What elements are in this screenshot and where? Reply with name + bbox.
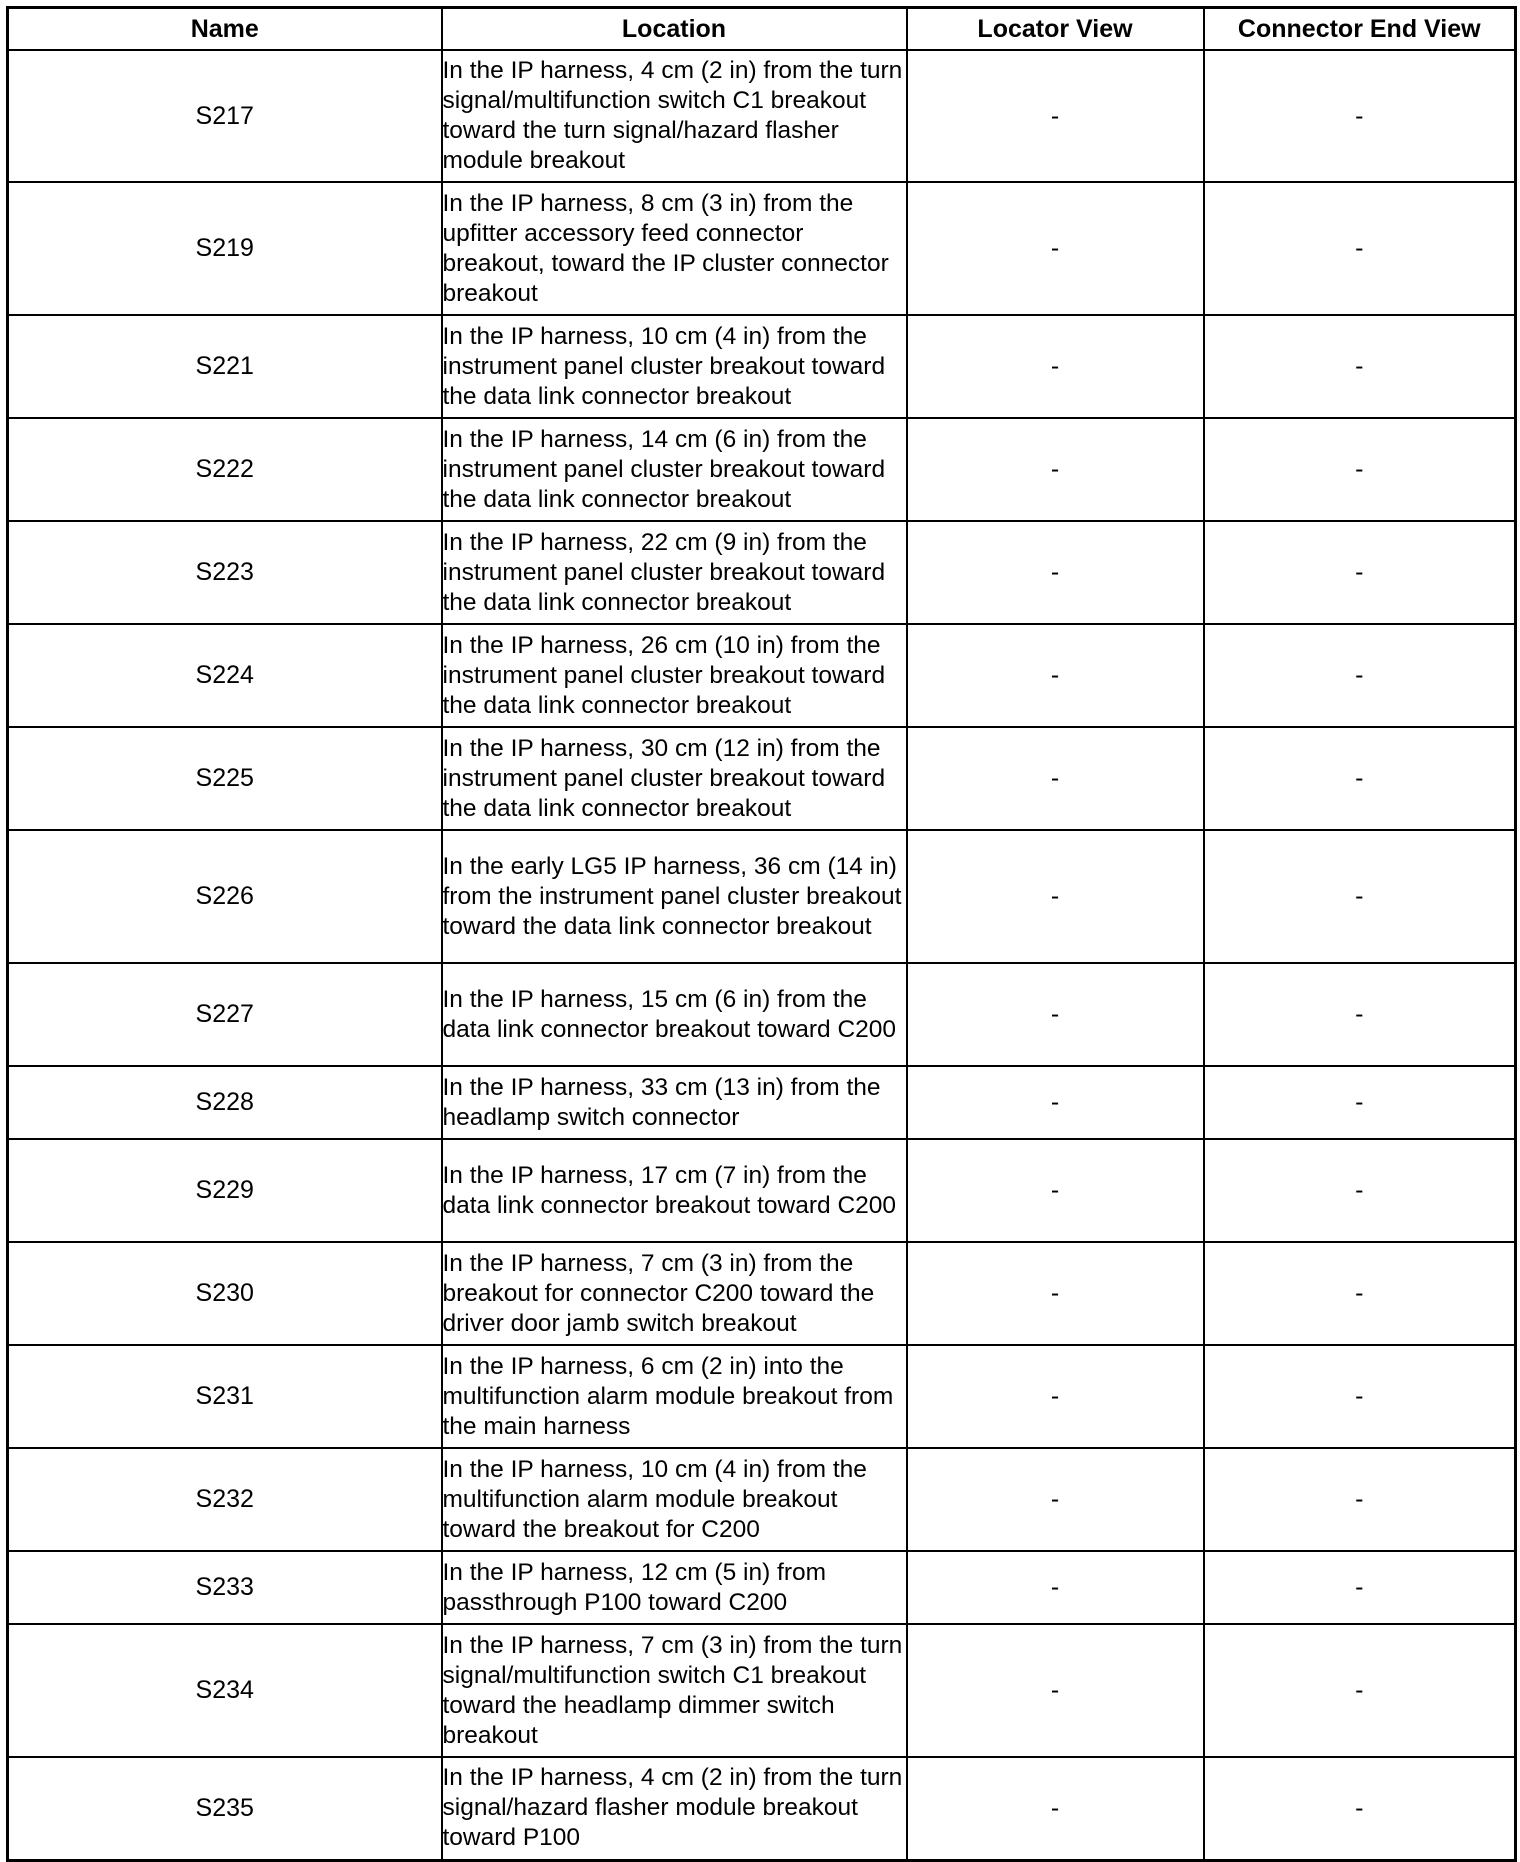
table-row xyxy=(8,624,1516,727)
splice-name: S229 xyxy=(8,1139,442,1242)
connector-end-view-value: - xyxy=(1204,315,1516,418)
table-row xyxy=(8,1448,1516,1551)
table-row xyxy=(8,1757,1516,1860)
splice-name: S234 xyxy=(8,1624,442,1757)
splice-location: In the IP harness, 17 cm (7 in) from the data link connector breakout toward C200 xyxy=(442,1139,907,1242)
splice-name: S219 xyxy=(8,182,442,315)
table-row xyxy=(8,963,1516,1066)
splice-location: In the IP harness, 7 cm (3 in) from the turn signal/multifunction switch C1 breakout toward the headlamp dimmer switch breakout xyxy=(442,1624,907,1757)
splice-location: In the IP harness, 6 cm (2 in) into the multifunction alarm module breakout from the main harness xyxy=(442,1345,907,1448)
header-name: Name xyxy=(8,8,442,51)
table-row xyxy=(8,1139,1516,1242)
splice-location: In the IP harness, 30 cm (12 in) from the instrument panel cluster breakout toward the data link connector breakout xyxy=(442,727,907,830)
connector-end-view-value: - xyxy=(1204,1345,1516,1448)
table-row xyxy=(8,50,1516,182)
splice-location: In the IP harness, 7 cm (3 in) from the breakout for connector C200 toward the driver door jamb switch breakout xyxy=(442,1242,907,1345)
connector-end-view-value: - xyxy=(1204,727,1516,830)
splice-location-table xyxy=(6,6,1517,1862)
splice-name: S224 xyxy=(8,624,442,727)
locator-view-value: - xyxy=(907,830,1204,963)
locator-view-value: - xyxy=(907,50,1204,182)
header-row xyxy=(8,8,1516,51)
splice-name: S217 xyxy=(8,50,442,182)
table-row xyxy=(8,1551,1516,1624)
splice-name: S235 xyxy=(8,1757,442,1860)
locator-view-value: - xyxy=(907,1242,1204,1345)
connector-end-view-value: - xyxy=(1204,1624,1516,1757)
splice-location: In the early LG5 IP harness, 36 cm (14 in) from the instrument panel cluster breakout toward the data link connector breakout xyxy=(442,830,907,963)
splice-name: S232 xyxy=(8,1448,442,1551)
splice-location: In the IP harness, 10 cm (4 in) from the multifunction alarm module breakout toward the breakout for C200 xyxy=(442,1448,907,1551)
splice-name: S226 xyxy=(8,830,442,963)
splice-location: In the IP harness, 22 cm (9 in) from the instrument panel cluster breakout toward the data link connector breakout xyxy=(442,521,907,624)
splice-location: In the IP harness, 14 cm (6 in) from the instrument panel cluster breakout toward the data link connector breakout xyxy=(442,418,907,521)
locator-view-value: - xyxy=(907,1448,1204,1551)
locator-view-value: - xyxy=(907,1551,1204,1624)
table-row xyxy=(8,418,1516,521)
splice-name: S227 xyxy=(8,963,442,1066)
splice-location: In the IP harness, 8 cm (3 in) from the upfitter accessory feed connector breakout, toward the IP cluster connector breakout xyxy=(442,182,907,315)
locator-view-value: - xyxy=(907,182,1204,315)
header-locator-view: Locator View xyxy=(907,8,1204,51)
header-connector-end-view: Connector End View xyxy=(1204,8,1516,51)
connector-end-view-value: - xyxy=(1204,521,1516,624)
table-row xyxy=(8,1242,1516,1345)
table-row xyxy=(8,315,1516,418)
splice-name: S222 xyxy=(8,418,442,521)
table-row xyxy=(8,521,1516,624)
splice-name: S233 xyxy=(8,1551,442,1624)
locator-view-value: - xyxy=(907,315,1204,418)
locator-view-value: - xyxy=(907,624,1204,727)
splice-name: S228 xyxy=(8,1066,442,1139)
splice-location: In the IP harness, 4 cm (2 in) from the turn signal/multifunction switch C1 breakout toward the turn signal/hazard flasher module breakout xyxy=(442,50,907,182)
splice-location: In the IP harness, 26 cm (10 in) from the instrument panel cluster breakout toward the data link connector breakout xyxy=(442,624,907,727)
table-row xyxy=(8,182,1516,315)
splice-name: S230 xyxy=(8,1242,442,1345)
locator-view-value: - xyxy=(907,521,1204,624)
splice-location: In the IP harness, 12 cm (5 in) from passthrough P100 toward C200 xyxy=(442,1551,907,1624)
locator-view-value: - xyxy=(907,727,1204,830)
splice-location: In the IP harness, 33 cm (13 in) from the headlamp switch connector xyxy=(442,1066,907,1139)
table-row xyxy=(8,1345,1516,1448)
table-row xyxy=(8,727,1516,830)
splice-location: In the IP harness, 4 cm (2 in) from the turn signal/hazard flasher module breakout toward P100 xyxy=(442,1757,907,1860)
splice-name: S223 xyxy=(8,521,442,624)
connector-end-view-value: - xyxy=(1204,418,1516,521)
locator-view-value: - xyxy=(907,1624,1204,1757)
connector-end-view-value: - xyxy=(1204,1448,1516,1551)
connector-end-view-value: - xyxy=(1204,624,1516,727)
splice-location: In the IP harness, 10 cm (4 in) from the instrument panel cluster breakout toward the data link connector breakout xyxy=(442,315,907,418)
connector-end-view-value: - xyxy=(1204,963,1516,1066)
header-location: Location xyxy=(442,8,907,51)
splice-location: In the IP harness, 15 cm (6 in) from the data link connector breakout toward C200 xyxy=(442,963,907,1066)
document-page xyxy=(6,6,1514,1862)
table-row xyxy=(8,830,1516,963)
table-row xyxy=(8,1066,1516,1139)
splice-name: S225 xyxy=(8,727,442,830)
connector-end-view-value: - xyxy=(1204,1139,1516,1242)
table-row xyxy=(8,1624,1516,1757)
connector-end-view-value: - xyxy=(1204,1757,1516,1860)
connector-end-view-value: - xyxy=(1204,1242,1516,1345)
connector-end-view-value: - xyxy=(1204,1551,1516,1624)
connector-end-view-value: - xyxy=(1204,1066,1516,1139)
connector-end-view-value: - xyxy=(1204,830,1516,963)
locator-view-value: - xyxy=(907,1139,1204,1242)
connector-end-view-value: - xyxy=(1204,182,1516,315)
locator-view-value: - xyxy=(907,963,1204,1066)
locator-view-value: - xyxy=(907,1345,1204,1448)
connector-end-view-value: - xyxy=(1204,50,1516,182)
locator-view-value: - xyxy=(907,418,1204,521)
locator-view-value: - xyxy=(907,1757,1204,1860)
locator-view-value: - xyxy=(907,1066,1204,1139)
splice-name: S221 xyxy=(8,315,442,418)
splice-name: S231 xyxy=(8,1345,442,1448)
